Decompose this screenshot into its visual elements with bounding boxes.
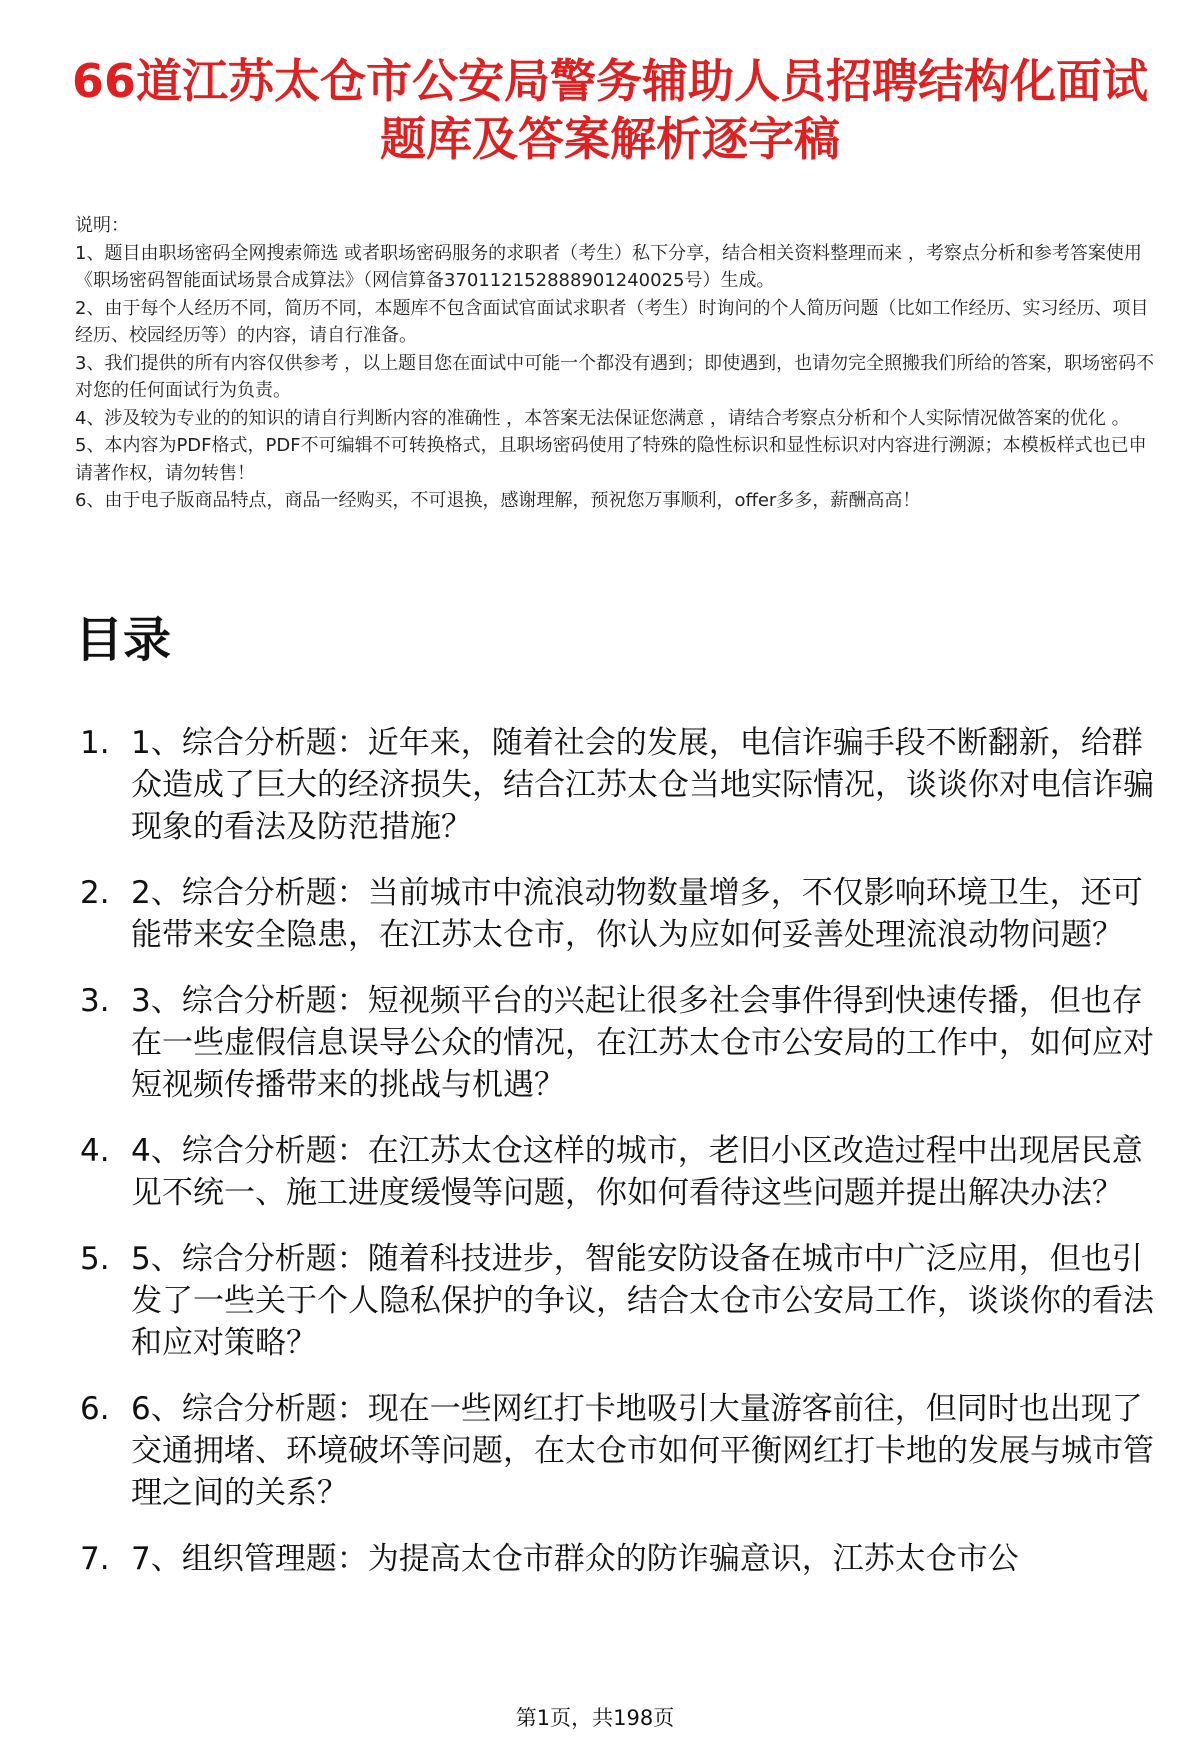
- toc-item-number: 7.: [80, 1541, 110, 1577]
- toc-item-text: 1、综合分析题：近年来，随着社会的发展，电信诈骗手段不断翻新，给群众造成了巨大的经济损失，结合江苏太仓当地实际情况，谈谈你对电信诈骗现象的看法及防范措施？: [131, 725, 1154, 845]
- toc-item-number: 6.: [80, 1391, 110, 1427]
- toc-item[interactable]: [75, 1538, 1165, 1580]
- toc-item-number: 2.: [80, 875, 110, 911]
- toc-item-text: 5、综合分析题：随着科技进步，智能安防设备在城市中广泛应用，但也引发了一些关于个人隐私保护的争议，结合太仓市公安局工作，谈谈你的看法和应对策略？: [131, 1241, 1154, 1361]
- notes-section: [75, 212, 1155, 515]
- note-item: 4、涉及较为专业的的知识的请自行判断内容的准确性 ，本答案无法保证您满意 ，请结合考察点分析和个人实际情况做答案的优化 。: [75, 407, 1130, 429]
- note-item: 6、由于电子版商品特点，商品一经购买，不可退换，感谢理解，预祝您万事顺利，offer多多，薪酬高高！: [75, 490, 921, 511]
- toc-item-number: 4.: [80, 1133, 110, 1169]
- note-item: 5、本内容为PDF格式，PDF不可编辑不可转换格式，且职场密码使用了特殊的隐性标识和显性标识对内容进行溯源；本模板样式也已申请著作权，请勿转售！: [75, 435, 1147, 484]
- note-item: 1、题目由职场密码全网搜索筛选 或者职场密码服务的求职者（考生）私下分享，结合相关资料整理而来 ，考察点分析和参考答案使用《职场密码智能面试场景合成算法》（网信算备370112152888901240025号）生成。: [75, 242, 1142, 291]
- toc-item-text: 4、综合分析题：在江苏太仓这样的城市，老旧小区改造过程中出现居民意见不统一、施工进度缓慢等问题，你如何看待这些问题并提出解决办法？: [131, 1133, 1143, 1211]
- notes-label: 说明：: [75, 215, 129, 236]
- document-title: 66道江苏太仓市公安局警务辅助人员招聘结构化面试题库及答案解析逐字稿: [71, 54, 1148, 166]
- toc-item-number: 3.: [80, 983, 110, 1019]
- toc-item-number: 1.: [80, 725, 110, 761]
- toc-item[interactable]: [75, 722, 1165, 848]
- note-item: 2、由于每个人经历不同，简历不同，本题库不包含面试官面试求职者（考生）时询问的个人简历问题（比如工作经历、实习经历、项目经历、校园经历等）的内容，请自行准备。: [75, 297, 1149, 346]
- toc-item[interactable]: [75, 1130, 1165, 1214]
- toc-item[interactable]: [75, 1238, 1165, 1364]
- page-footer: 第1页，共198页: [515, 1706, 675, 1730]
- toc-item[interactable]: [75, 1388, 1165, 1514]
- toc-item[interactable]: [75, 980, 1165, 1106]
- toc-item-text: 3、综合分析题：短视频平台的兴起让很多社会事件得到快速传播，但也存在一些虚假信息误导公众的情况，在江苏太仓市公安局的工作中，如何应对短视频传播带来的挑战与机遇？: [131, 983, 1154, 1103]
- table-of-contents: [75, 722, 1165, 1604]
- toc-item-text: 6、综合分析题：现在一些网红打卡地吸引大量游客前往，但同时也出现了交通拥堵、环境破坏等问题，在太仓市如何平衡网红打卡地的发展与城市管理之间的关系？: [131, 1391, 1154, 1511]
- toc-heading: 目录: [75, 612, 172, 668]
- toc-item-text: 2、综合分析题：当前城市中流浪动物数量增多，不仅影响环境卫生，还可能带来安全隐患，在江苏太仓市，你认为应如何妥善处理流浪动物问题？: [131, 875, 1143, 953]
- toc-item-number: 5.: [80, 1241, 110, 1277]
- toc-item-text: 7、组织管理题：为提高太仓市群众的防诈骗意识，江苏太仓市公: [131, 1541, 1019, 1577]
- note-item: 3、我们提供的所有内容仅供参考 ，以上题目您在面试中可能一个都没有遇到；即使遇到，也请勿完全照搬我们所给的答案，职场密码不对您的任何面试行为负责。: [75, 352, 1155, 401]
- toc-item[interactable]: [75, 872, 1165, 956]
